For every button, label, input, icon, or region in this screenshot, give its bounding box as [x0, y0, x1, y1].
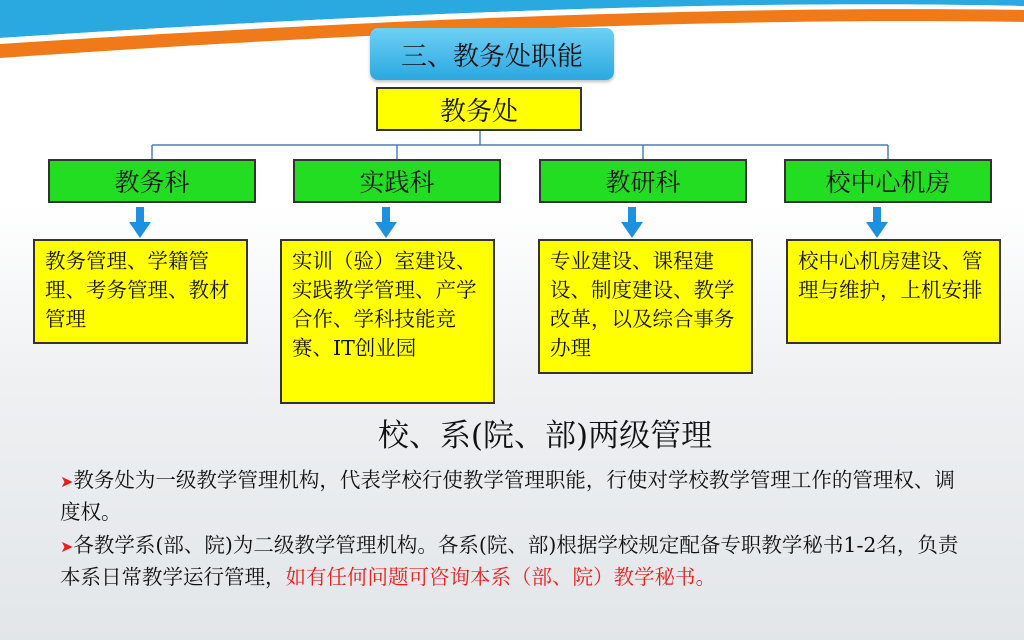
org-root-label: 教务处	[439, 96, 518, 127]
bullet-text-2: 各教学系(部、院)为二级教学管理机构。各系(院、部)根据学校规定配备专职教学秘书1-2名，负责本系日常教学运行管理，	[60, 533, 959, 589]
bullet-arrow-icon: ➤	[60, 472, 74, 491]
org-root-box	[376, 87, 582, 131]
duties-box-computer-center	[786, 239, 1001, 344]
dept-box-computer-center	[784, 159, 992, 203]
dept-box-jiaowuke	[48, 159, 256, 203]
down-arrow-icon	[129, 207, 151, 238]
duties-text: 专业建设、课程建设、制度建设、教学改革，以及综合事务办理	[550, 249, 735, 360]
bullet-text-1: 教务处为一级教学管理机构，代表学校行使教学管理职能，行使对学校教学管理工作的管理权、调度权。	[60, 468, 955, 524]
management-subtitle: 校、系(院、部)两级管理	[377, 418, 713, 454]
dept-label: 教务科	[114, 168, 190, 197]
duties-text: 教务管理、学籍管理、考务管理、教材管理	[45, 249, 230, 331]
dept-label: 教研科	[605, 168, 681, 197]
duties-text: 实训（验）室建设、实践教学管理、产学合作、学科技能竞赛、IT创业园	[292, 249, 477, 360]
down-arrow-icon	[621, 207, 643, 238]
down-arrow-icon	[866, 207, 888, 238]
dept-box-shijianke	[293, 159, 501, 203]
duties-box-jiaowuke	[33, 239, 248, 344]
bullet-arrow-icon: ➤	[60, 537, 74, 556]
down-arrow-icon	[375, 207, 397, 238]
duties-box-jiaoyanke	[538, 239, 753, 374]
dept-label: 实践科	[359, 168, 435, 197]
bullet-paragraph-1	[60, 465, 960, 527]
bullet-paragraph-2	[60, 530, 960, 592]
dept-box-jiaoyanke	[539, 159, 747, 203]
section-title-text: 三、教务处职能	[400, 41, 583, 72]
dept-label: 校中心机房	[825, 168, 951, 197]
duties-box-shijianke	[280, 239, 495, 404]
duties-text: 校中心机房建设、管理与维护，上机安排	[798, 249, 983, 302]
bullet-text-2-highlight: 如有任何问题可咨询本系（部、院）教学秘书。	[285, 565, 716, 589]
